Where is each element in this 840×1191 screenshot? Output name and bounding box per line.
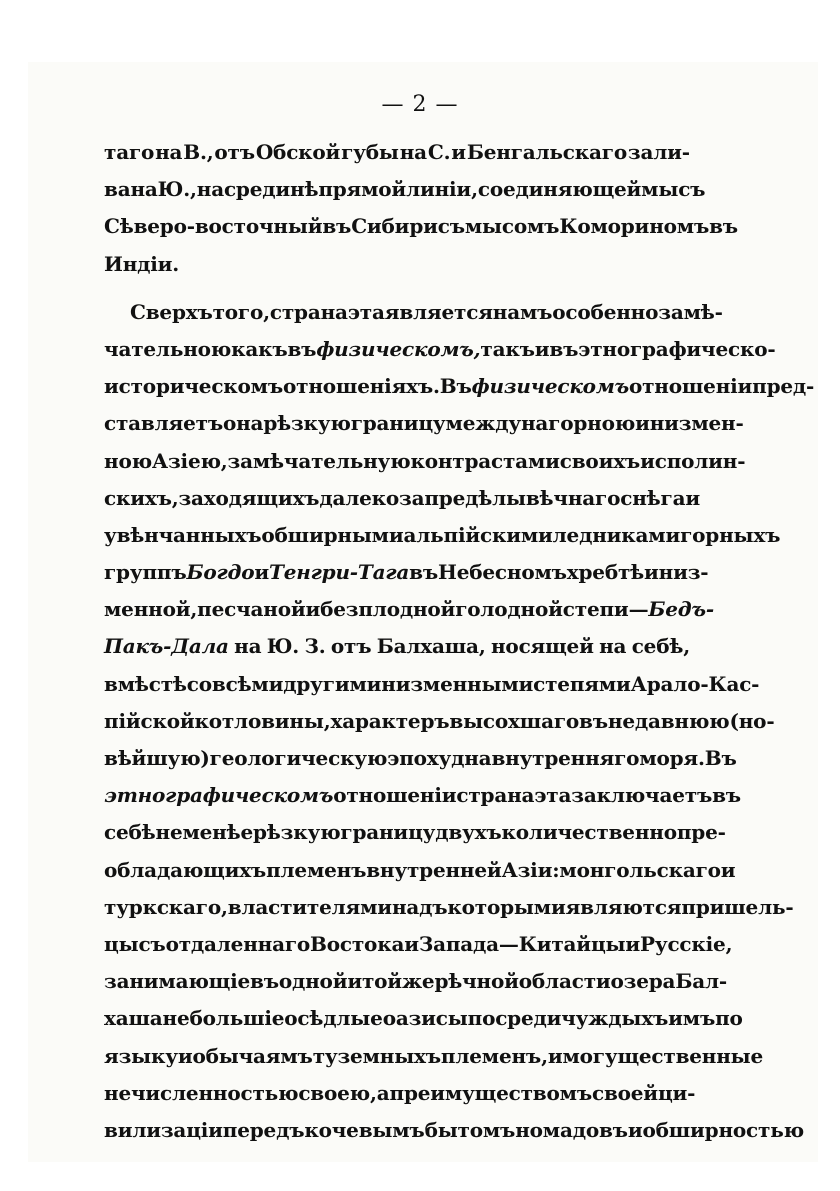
text-line: [104, 777, 741, 814]
text-line: [104, 926, 733, 963]
word: и: [635, 411, 650, 436]
word: мысомъ: [464, 214, 560, 239]
word: Тенгри-Тага: [269, 560, 410, 585]
word: характеръ: [330, 708, 450, 733]
word: вмѣстѣ: [104, 671, 187, 696]
word: обширными: [261, 522, 404, 547]
text-line: [104, 517, 781, 554]
word: заходящихъ: [178, 485, 320, 510]
word: замѣчательную: [227, 448, 411, 473]
word: вилизаціи: [104, 1117, 223, 1142]
word: низменными: [381, 671, 534, 696]
page-number: — 2 —: [381, 92, 459, 117]
word: Въ: [704, 746, 737, 770]
word: Востока: [310, 931, 405, 956]
text-line: [104, 963, 727, 1000]
word: вѣчнаго: [525, 485, 621, 510]
word: которыми: [447, 894, 566, 919]
word: племенъ,: [440, 1043, 548, 1068]
word: пійской: [104, 708, 195, 733]
word: въ: [579, 708, 608, 733]
word: своей: [591, 1080, 658, 1105]
word: далеко: [319, 485, 400, 510]
word: физическомъ: [471, 374, 629, 399]
word: туземныхъ: [312, 1043, 441, 1068]
word: рѣзкую: [263, 411, 351, 436]
word: въ: [409, 560, 439, 585]
text-line: [104, 1038, 764, 1075]
word: въ: [287, 336, 317, 361]
word: отношеніяхъ.: [283, 374, 440, 399]
word: физическомъ,: [316, 336, 481, 361]
word: со: [186, 671, 212, 696]
word: и: [627, 1117, 643, 1142]
text-line: [104, 443, 746, 480]
word: такъ: [480, 336, 535, 361]
word: Обской: [255, 140, 341, 164]
word: обычаямъ: [192, 1043, 313, 1068]
word: снѣга: [620, 485, 686, 510]
word: Азіи:: [501, 857, 560, 882]
word: этнографическомъ: [104, 783, 334, 808]
word: могущественные: [562, 1043, 764, 1068]
word: страна: [456, 783, 535, 808]
word: оазисы: [382, 1006, 468, 1031]
word: отношеніи: [333, 783, 457, 808]
text-line: [104, 246, 690, 283]
word: на: [196, 177, 224, 202]
text-line: [104, 368, 815, 405]
word: она: [222, 411, 264, 436]
word: геологическую: [209, 746, 388, 770]
text-line: [104, 1000, 743, 1037]
word: той: [361, 969, 402, 994]
word: группъ: [104, 560, 187, 585]
word: Арало-Кас-: [630, 671, 760, 696]
word: съ: [437, 214, 465, 239]
word: властителями: [227, 894, 392, 919]
word: а: [376, 1080, 390, 1105]
word: рѣзкую: [253, 820, 341, 845]
word: низмен-: [649, 411, 744, 436]
word: Бедъ-: [648, 597, 714, 622]
word: въ: [712, 783, 741, 808]
word: съ: [138, 931, 166, 956]
word: линіи,: [406, 177, 478, 202]
body-text: [104, 134, 815, 1149]
word: области: [518, 969, 611, 994]
word: скихъ,: [104, 485, 179, 510]
word: песчаной: [197, 597, 306, 622]
word: мысъ: [641, 177, 706, 202]
word: цы: [104, 931, 139, 956]
text-line: [104, 591, 714, 628]
word: Въ: [439, 374, 472, 399]
word: Азіею,: [151, 448, 228, 473]
word: и: [534, 336, 550, 361]
word: внутренняго: [491, 746, 640, 770]
word: себѣ: [104, 820, 156, 845]
word: безплодной: [320, 597, 456, 622]
paragraph-2: [104, 294, 815, 1149]
word: небольшіе: [162, 1006, 285, 1031]
word: туркскаго,: [104, 894, 228, 919]
word: пре-: [676, 820, 726, 845]
word: намъ: [492, 299, 553, 324]
word: менной,: [104, 597, 198, 622]
text-line: [104, 628, 690, 665]
word: ставляетъ: [104, 411, 223, 436]
word: дна: [451, 746, 492, 770]
text-line: [104, 703, 775, 740]
word: Русскіе,: [640, 931, 733, 956]
word: передъ: [222, 1117, 305, 1142]
word: всѣми: [211, 671, 284, 696]
word: В.,: [183, 140, 214, 164]
word: надъ: [391, 894, 448, 919]
word: менѣе: [182, 820, 254, 845]
word: преимуществомъ: [389, 1080, 592, 1105]
word: отъ: [214, 140, 255, 164]
word: имъ: [668, 1006, 716, 1031]
word: количественно: [501, 820, 677, 845]
word: отдаленнаго: [165, 931, 311, 956]
text-line: [104, 405, 744, 442]
word: ци-: [657, 1080, 696, 1105]
word: заключаетъ: [571, 783, 713, 808]
word: и: [625, 931, 641, 956]
word: же: [401, 969, 435, 994]
word: и: [644, 560, 659, 585]
word: ною: [104, 448, 152, 473]
paragraph-1: [104, 134, 738, 283]
word: —: [628, 597, 649, 622]
word: замѣ-: [658, 299, 723, 324]
text-line: [104, 208, 738, 245]
word: С.: [427, 140, 451, 164]
word: отъ: [330, 634, 372, 659]
word: Пакъ-Дала: [104, 634, 229, 659]
word: на: [155, 140, 183, 164]
text-line: [104, 852, 736, 889]
word: (но-: [729, 708, 775, 733]
word: между: [445, 411, 521, 436]
word: на: [599, 634, 627, 659]
word: вѣйшую): [104, 746, 210, 770]
word: Запада—Китайцы: [418, 931, 626, 956]
word: ледниками: [552, 522, 681, 547]
word: Небесномъ: [438, 560, 567, 585]
word: другими: [283, 671, 382, 696]
word: зали-: [627, 140, 690, 164]
text-line: [104, 889, 794, 926]
word: не: [155, 820, 183, 845]
text-line: [104, 134, 690, 171]
word: З.: [304, 634, 326, 659]
word: за: [399, 485, 425, 510]
word: въ: [322, 214, 352, 239]
word: своихъ: [559, 448, 641, 473]
word: пред-: [752, 374, 815, 399]
word: и: [177, 1043, 193, 1068]
word: рѣчной: [434, 969, 519, 994]
word: эта: [347, 299, 385, 324]
word: на: [234, 634, 262, 659]
word: границу: [350, 411, 446, 436]
word: хаша: [104, 1006, 163, 1031]
word: ва: [104, 177, 131, 202]
word: историческомъ: [104, 374, 284, 399]
word: высохшаго: [449, 708, 580, 733]
word: и: [685, 485, 701, 510]
word: въ: [250, 969, 279, 994]
word: контрастами: [410, 448, 560, 473]
word: и: [305, 597, 321, 622]
word: на: [130, 177, 158, 202]
word: того,: [212, 299, 270, 324]
word: эпоху: [387, 746, 452, 770]
word: и: [404, 931, 419, 956]
word: кочевымъ: [304, 1117, 425, 1142]
word: голодной: [455, 597, 563, 622]
word: котловины,: [194, 708, 331, 733]
word: является: [384, 299, 493, 324]
word: Индіи.: [104, 251, 180, 276]
word: номадовъ: [515, 1117, 628, 1142]
word: пришель-: [681, 894, 794, 919]
word: носящей: [490, 634, 594, 659]
word: Сверхъ: [130, 299, 213, 324]
word: Комориномъ: [559, 214, 710, 239]
word: не: [104, 1080, 131, 1105]
text-line: [104, 294, 723, 331]
word: исполин-: [640, 448, 746, 473]
word: монгольскаго: [559, 857, 721, 882]
text-line: [104, 554, 709, 591]
word: страна: [269, 299, 348, 324]
text-line: [104, 814, 726, 851]
word: и: [451, 140, 466, 164]
word: степи: [562, 597, 629, 622]
text-line: [104, 1112, 804, 1149]
word: Бал-: [675, 969, 727, 994]
word: и: [720, 857, 736, 882]
word: горныхъ: [680, 522, 781, 547]
word: чательною: [104, 336, 232, 361]
word: на: [399, 140, 427, 164]
word: Ю.: [266, 634, 300, 659]
word: внутренней: [366, 857, 502, 882]
word: занимающіе: [104, 969, 250, 994]
word: какъ: [231, 336, 288, 361]
word: недавнюю: [607, 708, 730, 733]
word: въ: [709, 214, 738, 239]
word: чуждыхъ: [561, 1006, 669, 1031]
text-line: [104, 740, 737, 777]
word: являются: [565, 894, 682, 919]
word: нагорною: [520, 411, 636, 436]
word: Богдо: [186, 560, 255, 585]
word: и: [547, 1043, 563, 1068]
word: языку: [104, 1043, 178, 1068]
word: Сибири: [351, 214, 438, 239]
word: въ: [549, 336, 579, 361]
word: посреди: [467, 1006, 562, 1031]
word: хребтѣ: [566, 560, 645, 585]
word: предѣлы: [424, 485, 526, 510]
word: и: [254, 560, 270, 585]
word: и: [347, 969, 362, 994]
word: двухъ: [435, 820, 502, 845]
text-line: [104, 331, 776, 368]
word: таго: [104, 140, 155, 164]
word: Ю.,: [157, 177, 197, 202]
word: озера: [610, 969, 676, 994]
word: обладающихъ: [104, 857, 267, 882]
word: этнографическо-: [578, 336, 776, 361]
word: увѣнчанныхъ: [104, 522, 262, 547]
word: особенно: [552, 299, 659, 324]
word: срединѣ: [223, 177, 319, 202]
word: племенъ: [266, 857, 367, 882]
word: одной: [278, 969, 348, 994]
word: прямой: [318, 177, 407, 202]
word: бытомъ: [424, 1117, 516, 1142]
text-line: [104, 171, 706, 208]
text-line: [104, 666, 760, 703]
word: себѣ,: [631, 634, 690, 659]
word: степями: [533, 671, 631, 696]
text-line: [104, 1075, 696, 1112]
word: численностью: [130, 1080, 299, 1105]
word: по: [715, 1006, 743, 1031]
word: низ-: [658, 560, 709, 585]
word: границу: [340, 820, 436, 845]
word: альпійскими: [403, 522, 553, 547]
word: осѣдлые: [284, 1006, 383, 1031]
text-line: [104, 480, 701, 517]
word: Балхаша,: [376, 634, 486, 659]
word: отношеніи: [628, 374, 753, 399]
word: эта: [534, 783, 572, 808]
word: губы: [341, 140, 399, 164]
word: своею,: [298, 1080, 377, 1105]
word: моря.: [639, 746, 705, 770]
word: соединяющей: [477, 177, 642, 202]
word: Бенгальскаго: [466, 140, 627, 164]
word: обширностью: [642, 1117, 804, 1142]
word: Сѣверо-восточный: [104, 214, 323, 239]
